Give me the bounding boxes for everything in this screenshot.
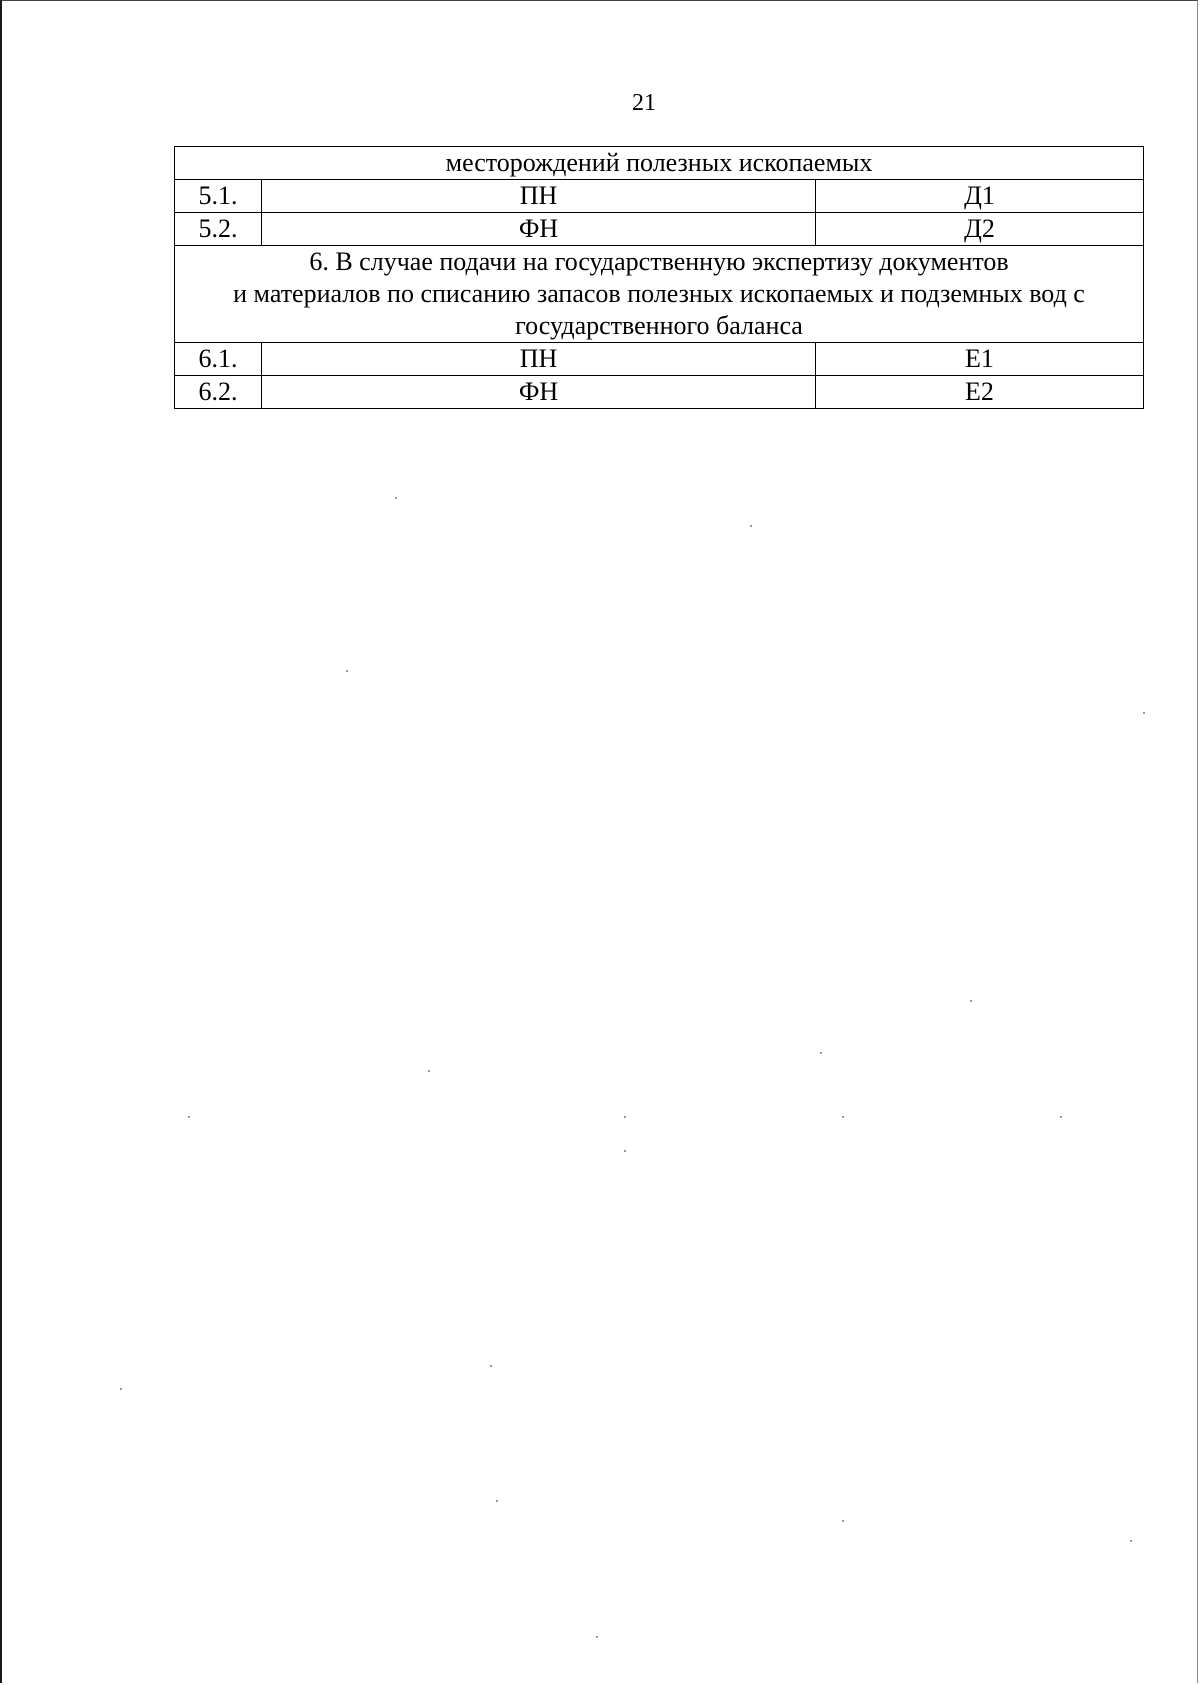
- row-number: 6.2.: [175, 376, 262, 409]
- scan-speck: [842, 1116, 844, 1118]
- table-row: [175, 180, 1144, 213]
- row-type: ПН: [262, 343, 816, 376]
- scan-speck: [842, 1520, 844, 1522]
- row-number: 6.1.: [175, 343, 262, 376]
- page-number: 21: [632, 90, 656, 116]
- row-code: Д1: [816, 180, 1144, 213]
- row-type: ФН: [262, 376, 816, 409]
- scan-speck: [496, 1500, 498, 1502]
- scan-speck: [395, 497, 397, 499]
- row-number: 5.1.: [175, 180, 262, 213]
- row-type: ФН: [262, 213, 816, 246]
- section-6-line-2: и материалов по списанию запасов полезных ископаемых и подземных вод с: [233, 279, 1085, 308]
- scan-speck: [820, 1052, 822, 1054]
- row-code: Е1: [816, 343, 1144, 376]
- document-table: [174, 146, 1144, 409]
- section-6-line-1: 6. В случае подачи на государственную экспертизу документов: [309, 247, 1009, 276]
- scan-speck: [624, 1150, 626, 1152]
- scan-speck: [188, 1116, 190, 1118]
- table-row: [175, 213, 1144, 246]
- scan-speck: [750, 525, 752, 527]
- table-row: [175, 343, 1144, 376]
- scan-speck: [346, 670, 348, 672]
- row-type: ПН: [262, 180, 816, 213]
- scan-speck: [970, 1000, 972, 1002]
- scan-speck: [624, 1116, 626, 1118]
- table-row: [175, 147, 1144, 180]
- scan-speck: [1060, 1116, 1062, 1118]
- scan-speck: [1130, 1540, 1132, 1542]
- section-6-header: [175, 246, 1144, 343]
- scan-speck: [120, 1388, 122, 1390]
- scan-speck: [1143, 712, 1145, 714]
- scan-speck: [428, 1070, 430, 1072]
- section-6-line-3: государственного баланса: [515, 311, 803, 340]
- table-row: [175, 376, 1144, 409]
- table-row: [175, 246, 1144, 343]
- scan-speck: [596, 1636, 598, 1638]
- scan-speck: [490, 1365, 492, 1367]
- section-header-continued: месторождений полезных ископаемых: [175, 147, 1144, 180]
- row-code: Е2: [816, 376, 1144, 409]
- row-code: Д2: [816, 213, 1144, 246]
- row-number: 5.2.: [175, 213, 262, 246]
